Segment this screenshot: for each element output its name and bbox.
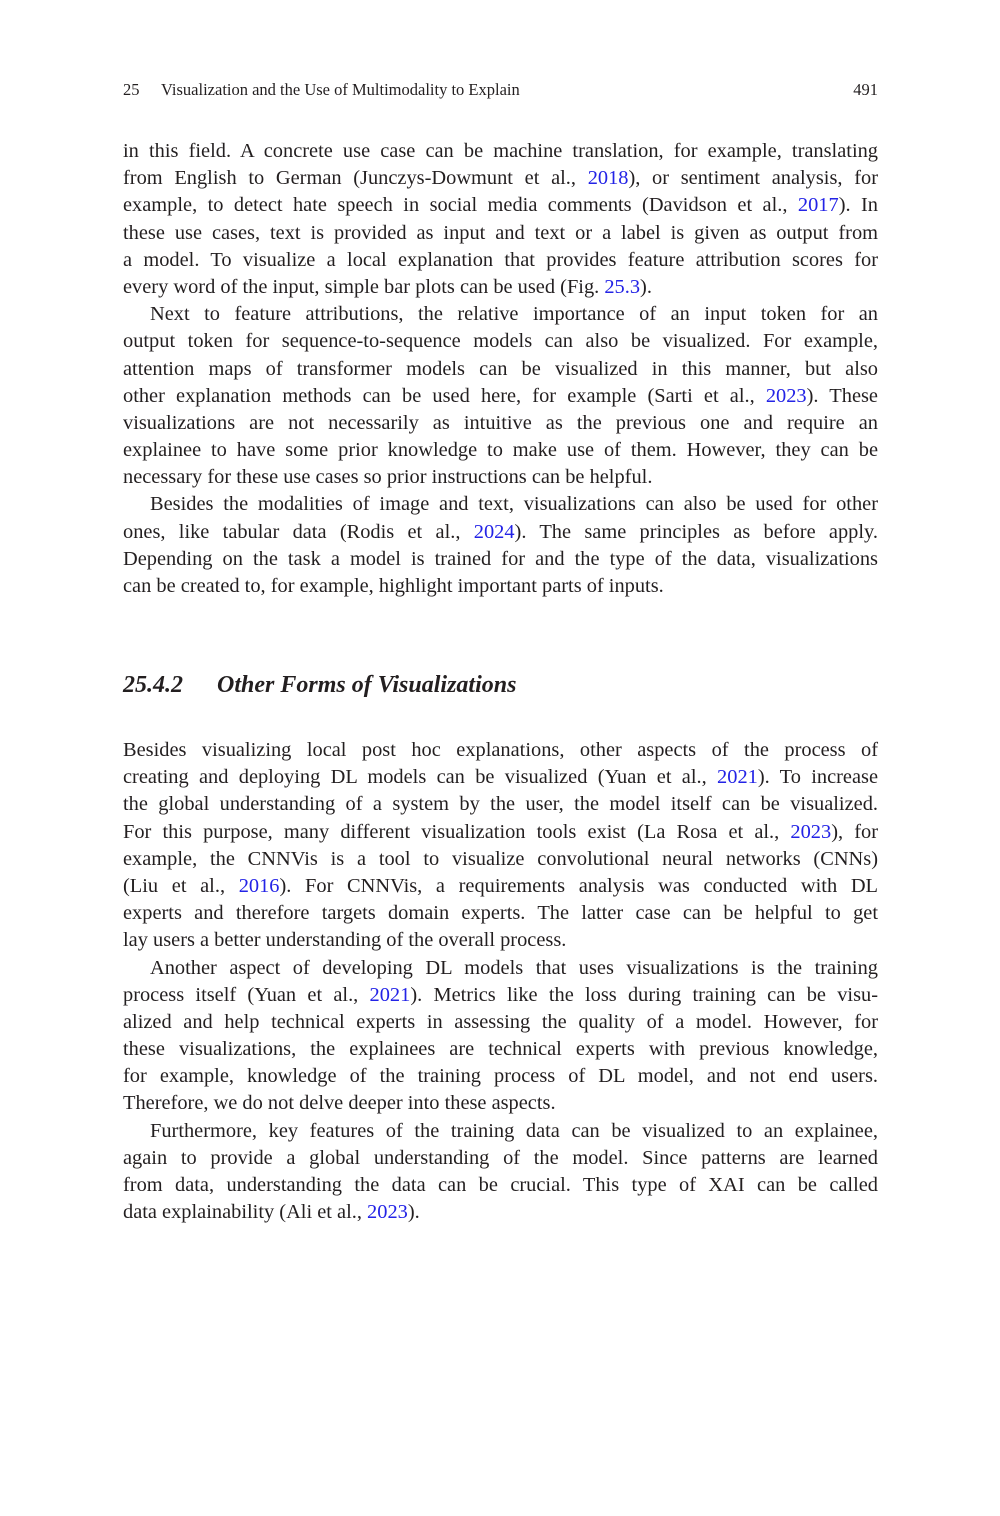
- citation-link[interactable]: 2023: [367, 1201, 408, 1224]
- text-line: [123, 1172, 878, 1199]
- text-segment: ). To increase: [757, 766, 879, 789]
- text-segment: ), or sentiment analysis, for: [628, 167, 878, 190]
- text-segment: these visualizations, the explainees are technical experts with previous knowledge,: [123, 1038, 878, 1061]
- running-head: [123, 78, 878, 102]
- text-line: [123, 900, 878, 927]
- text-segment: ). For CNNVis, a requirements analysis was conducted with DL: [279, 874, 879, 897]
- paragraph: [123, 955, 878, 1118]
- text-line: [123, 955, 878, 982]
- citation-link[interactable]: 2023: [790, 820, 832, 843]
- text-segment: in this field. A concrete use case can be machine translation, for example, translating: [123, 140, 878, 162]
- text-line: [123, 301, 878, 328]
- paragraph: [123, 491, 878, 600]
- text-line: [123, 519, 878, 546]
- text-segment: Furthermore, key features of the training data can be visualized to an explainee,: [150, 1119, 878, 1142]
- text-block-section-body: [123, 737, 878, 1226]
- text-line: [123, 192, 878, 219]
- text-line: [123, 1145, 878, 1172]
- text-line: [123, 356, 878, 383]
- text-line: [123, 982, 878, 1009]
- text-line: [123, 383, 878, 410]
- text-segment: ). In: [838, 194, 878, 217]
- text-segment: ones, like tabular data (Rodis et al.,: [123, 520, 474, 543]
- text-segment: Besides visualizing local post hoc explanations, other aspects of the process of: [123, 739, 878, 761]
- text-segment: creating and deploying DL models can be visualized (Yuan et al.,: [123, 766, 718, 789]
- text-segment: output token for sequence-to-sequence models can also be visualized. For example,: [123, 330, 878, 353]
- citation-link[interactable]: 25.3: [604, 275, 641, 298]
- text-line: [123, 927, 878, 954]
- text-segment: necessary for these use cases so prior instructions can be helpful.: [123, 466, 653, 489]
- paragraph: [123, 1118, 878, 1227]
- text-segment: alized and help technical experts in assessing the quality of a model. However, for: [123, 1010, 878, 1033]
- text-segment: Besides the modalities of image and text, visualizations can also be used for other: [150, 493, 878, 516]
- paragraph: [123, 737, 878, 955]
- text-segment: Another aspect of developing DL models that uses visualizations is the training: [150, 956, 878, 979]
- text-line: [123, 846, 878, 873]
- page-number: 491: [853, 80, 878, 99]
- text-line: [123, 437, 878, 464]
- text-segment: process itself (Yuan et al.,: [123, 983, 370, 1006]
- text-segment: can be created to, for example, highlight important parts of inputs.: [123, 575, 664, 597]
- chapter-number: 25: [123, 80, 140, 99]
- section-number: 25.4.2: [123, 672, 183, 698]
- section-title: Other Forms of Visualizations: [217, 672, 517, 698]
- paragraph: [123, 301, 878, 491]
- citation-link[interactable]: 2016: [238, 874, 280, 897]
- text-block-before-section: [123, 138, 878, 600]
- text-segment: example, to detect hate speech in social media comments (Davidson et al.,: [123, 194, 798, 217]
- text-segment: example, the CNNVis is a tool to visualize convolutional neural networks (CNNs): [123, 847, 878, 870]
- text-segment: again to provide a global understanding of the model. Since patterns are learned: [123, 1146, 878, 1169]
- text-line: [123, 274, 878, 301]
- text-line: [123, 737, 878, 764]
- text-segment: explainee to have some prior knowledge to make use of them. However, they can be: [123, 439, 878, 462]
- chapter-title: Visualization and the Use of Multimodality to Explain: [161, 80, 520, 99]
- text-line: [123, 328, 878, 355]
- text-segment: every word of the input, simple bar plots can be used (Fig.: [123, 275, 605, 298]
- text-line: [123, 491, 878, 518]
- text-segment: other explanation methods can be used here, for example (Sarti et al.,: [123, 384, 766, 407]
- text-segment: these use cases, text is provided as input and text or a label is given as output from: [123, 221, 878, 244]
- text-line: [123, 220, 878, 247]
- text-line: [123, 1009, 878, 1036]
- text-segment: ). Metrics like the loss during training can be visu-: [410, 983, 878, 1006]
- text-segment: visualizations are not necessarily as intuitive as the previous one and require an: [123, 411, 878, 434]
- text-line: [123, 546, 878, 573]
- text-line: [123, 573, 878, 600]
- text-line: [123, 1118, 878, 1145]
- text-segment: Therefore, we do not delve deeper into these aspects.: [123, 1092, 556, 1115]
- citation-link[interactable]: 2017: [797, 194, 839, 217]
- text-segment: attention maps of transformer models can be visualized in this manner, but also: [123, 357, 878, 380]
- text-segment: experts and therefore targets domain experts. The latter case can be helpful to get: [123, 902, 878, 925]
- text-segment: for example, knowledge of the training process of DL model, and not end users.: [123, 1065, 878, 1088]
- text-line: [123, 138, 878, 165]
- text-segment: lay users a better understanding of the overall process.: [123, 929, 567, 952]
- text-line: [123, 247, 878, 274]
- text-line: [123, 764, 878, 791]
- text-line: [123, 1036, 878, 1063]
- text-segment: ).: [640, 275, 652, 298]
- citation-link[interactable]: 2023: [765, 384, 807, 407]
- section-heading: [123, 670, 516, 700]
- text-segment: from English to German (Junczys-Dowmunt et al.,: [123, 167, 588, 190]
- citation-link[interactable]: 2021: [369, 983, 411, 1006]
- text-segment: a model. To visualize a local explanation that provides feature attribution scores for: [123, 248, 878, 271]
- citation-link[interactable]: 2024: [473, 520, 515, 543]
- text-line: [123, 791, 878, 818]
- text-segment: ), for: [831, 820, 878, 843]
- text-segment: from data, understanding the data can be crucial. This type of XAI can be called: [123, 1174, 878, 1196]
- citation-link[interactable]: 2018: [587, 167, 629, 190]
- paragraph: [123, 138, 878, 301]
- text-segment: ).: [407, 1201, 420, 1224]
- text-line: [123, 410, 878, 437]
- citation-link[interactable]: 2021: [717, 766, 758, 789]
- text-segment: ). These: [806, 384, 878, 407]
- text-segment: data explainability (Ali et al.,: [123, 1201, 368, 1224]
- text-line: [123, 165, 878, 192]
- text-line: [123, 819, 878, 846]
- text-segment: Depending on the task a model is trained for and the type of the data, visualizations: [123, 547, 878, 570]
- text-line: [123, 1090, 878, 1117]
- text-segment: ). The same principles as before apply.: [514, 520, 878, 543]
- text-line: [123, 464, 878, 491]
- text-segment: For this purpose, many different visualization tools exist (La Rosa et al.,: [123, 820, 791, 843]
- text-segment: Next to feature attributions, the relative importance of an input token for an: [150, 303, 878, 326]
- text-segment: the global understanding of a system by the user, the model itself can be visualized.: [123, 793, 878, 816]
- text-segment: (Liu et al.,: [123, 874, 239, 897]
- text-line: [123, 1063, 878, 1090]
- text-line: [123, 1199, 878, 1226]
- text-line: [123, 873, 878, 900]
